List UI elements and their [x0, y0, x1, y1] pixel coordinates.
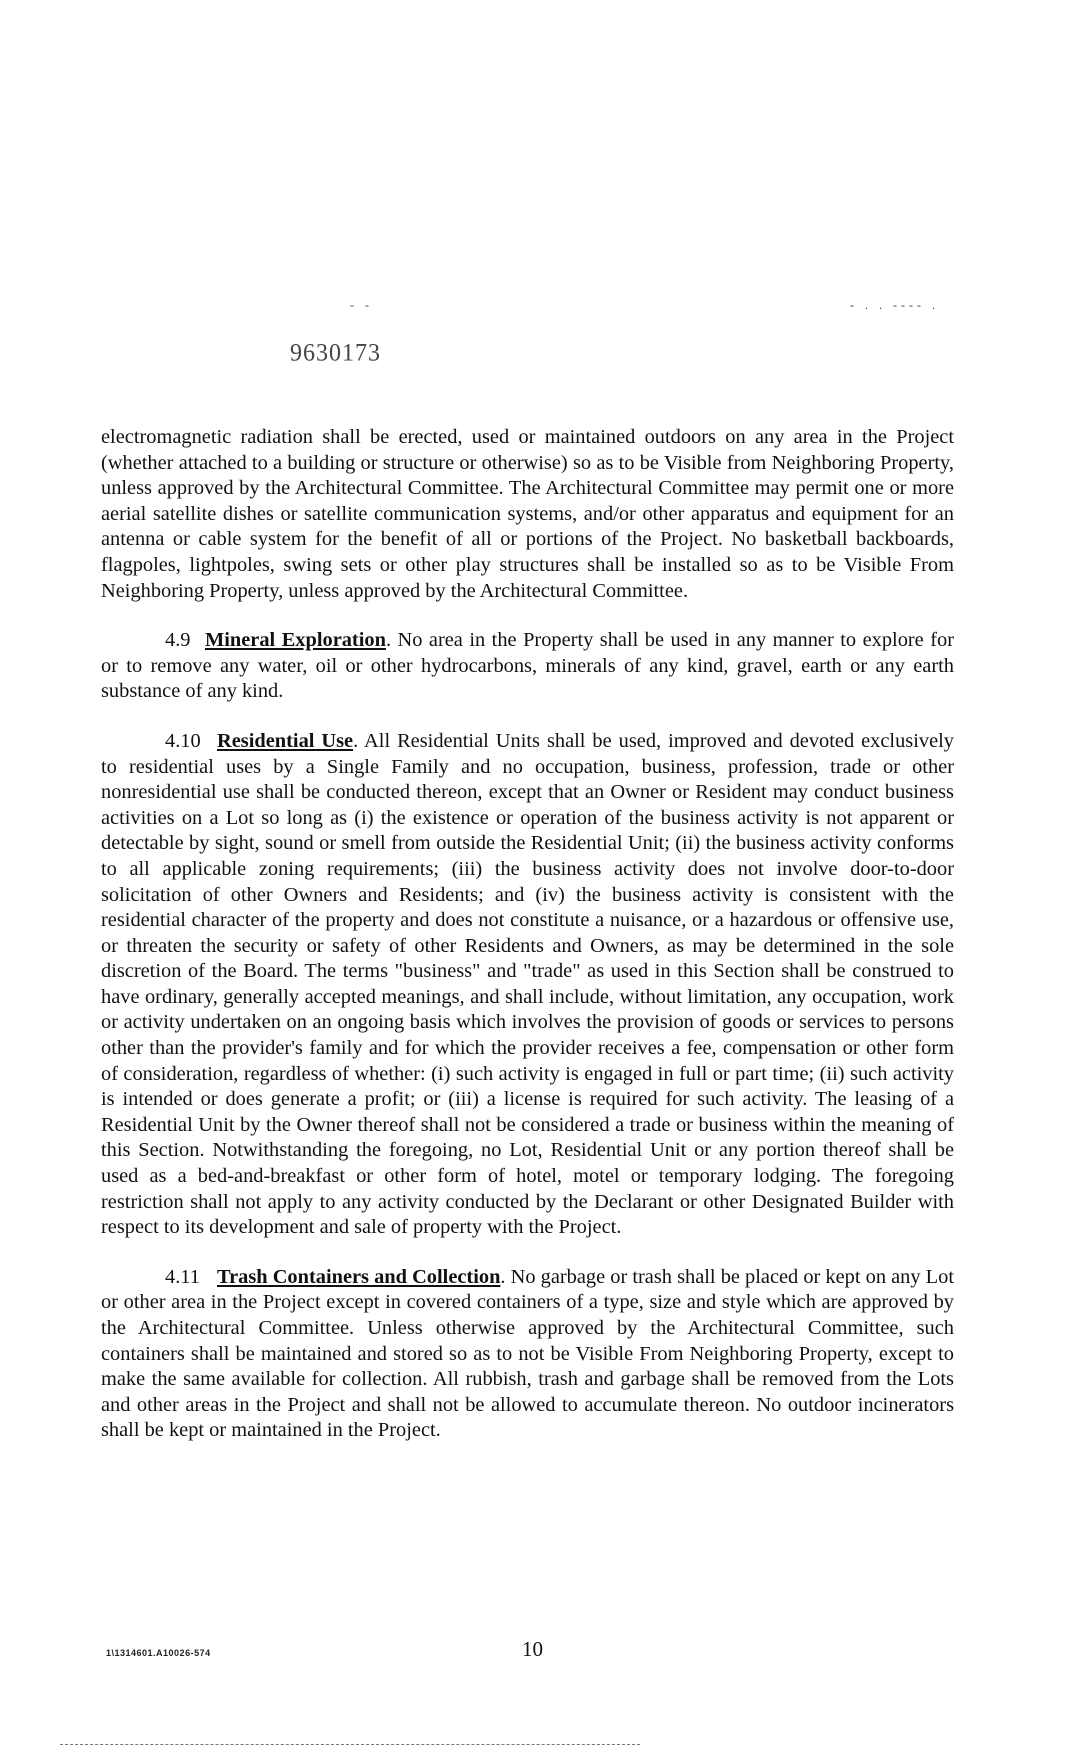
bottom-divider: [60, 1744, 640, 1745]
section-heading: Trash Containers and Collection: [217, 1265, 501, 1288]
header-dash-left: - -: [350, 298, 373, 312]
recording-number: 9630173: [290, 339, 381, 367]
section-4-9: [101, 628, 954, 705]
section-4-10: [101, 729, 954, 1241]
section-heading: Mineral Exploration: [205, 629, 386, 652]
section-4-11: [101, 1265, 954, 1444]
page-number: 10: [522, 1637, 543, 1661]
section-text: . No area in the Property shall be used in any manner to explore for or to remove any water, oil or other hydrocarbons, minerals of any kind, gravel, earth or any earth substance of any kind.: [101, 629, 954, 703]
section-number: 4.10: [165, 729, 201, 752]
paragraph-intro: electromagnetic radiation shall be erected, used or maintained outdoors on any area in the Project (whether attached to a building or structure or otherwise) so as to be Visible from Neighboring Property, unless approved by the Architectural Committee. The Architectural Committee may permit one or more aerial satellite dishes or satellite communication systems, and/or other apparatus and equipment for an antenna or cable system for the benefit of all or portions of the Project. No basketball backboards, flagpoles, lightpoles, swing sets or other play structures shall be installed so as to be Visible From Neighboring Property, unless approved by the Architectural Committee.: [101, 426, 954, 602]
section-number: 4.11: [165, 1265, 200, 1288]
header-dash-right: - . . ---- .: [850, 298, 939, 312]
section-number: 4.9: [165, 629, 191, 652]
footer-doc-code: 1\1314601.A10026-574: [106, 1648, 211, 1658]
section-text: . All Residential Units shall be used, improved and devoted exclusively to residential uses by a Single Family and no occupation, business, profession, trade or other nonresidential use shall be conducted thereon, except that an Owner or Resident may conduct business activities on a Lot so long as (i) the existence or operation of the business activity is not apparent or detectable by sight, sound or smell from outside the Residential Unit; (ii) the business activity conforms to all applicable zoning requirements; (iii) the business activity does not involve door-to-door solicitation of other Owners and Residents; and (iv) the business activity is consistent with the residential character of the property and does not constitute a nuisance, or a hazardous or offensive use, or threaten the security or safety of other Residents and Owners, as may be determined in the sole discretion of the Board. The terms "business" and "trade" as used in this Section shall be construed to have ordinary, generally accepted meanings, and shall include, without limitation, any occupation, work or activity undertaken on an ongoing basis which involves the provision of goods or services to persons other than the provider's family and for which the provider receives a fee, compensation or other form of consideration, regardless of whether: (i) such activity is engaged in full or part time; (ii) such activity is intended or does generate a profit; or (iii) a license is required for such activity. The leasing of a Residential Unit by the Owner thereof shall not be considered a trade or business within the meaning of this Section. Notwithstanding the foregoing, no Lot, Residential Unit or any portion thereof shall be used as a bed-and-breakfast or other form of hotel, motel or temporary lodging. The foregoing restriction shall not apply to any activity conducted by the Declarant or other Designated Builder with respect to its development and sale of property with the Project.: [101, 729, 954, 1239]
section-text: . No garbage or trash shall be placed or kept on any Lot or other area in the Project except in covered containers of a type, size and style which are approved by the Architectural Committee. Unless otherwise approved by the Architectural Committee, such containers shall be maintained and stored so as to not be Visible From Neighboring Property, except to make the same available for collection. All rubbish, trash and garbage shall be removed from the Lots and other areas in the Project and shall not be allowed to accumulate thereon. No outdoor incinerators shall be kept or maintained in the Project.: [101, 1265, 954, 1442]
document-body: [101, 425, 954, 1444]
section-heading: Residential Use: [217, 729, 354, 752]
